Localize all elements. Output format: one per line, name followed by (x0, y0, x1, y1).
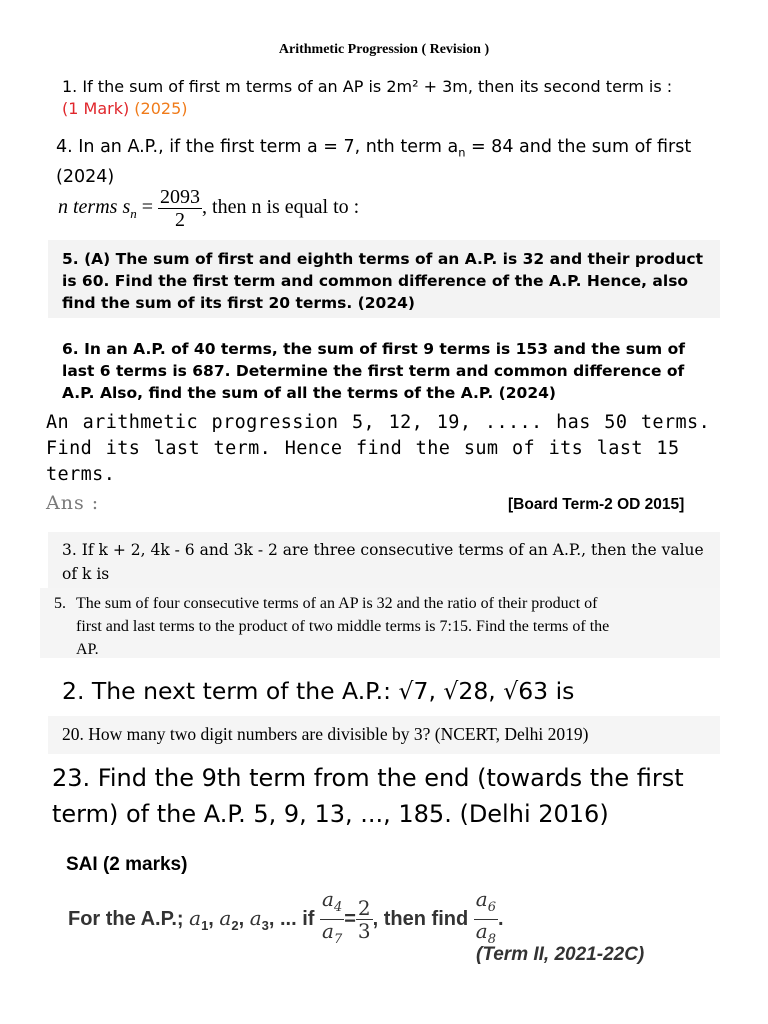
question-1-text: 1. If the sum of first m terms of an AP is 2m² + 3m, then its second term is : (62, 77, 673, 96)
expr-start: n terms s (58, 196, 131, 219)
f1-num: a (322, 887, 334, 911)
f1-den-sub: 7 (333, 932, 343, 947)
sai-prefix: For the A.P.; (68, 907, 190, 930)
question-4-text: 4. In an A.P., if the first term a = 7, nth term a (56, 137, 459, 157)
subscript: n (458, 145, 466, 160)
expr-eq: = (136, 196, 159, 219)
f2-den: 3 (357, 919, 371, 943)
expr-end: , then n is equal to : (202, 196, 360, 219)
question-20: 20. How many two digit numbers are divisible by 3? (NCERT, Delhi 2019) (62, 724, 589, 744)
fraction-a6-a8 (474, 888, 498, 951)
question-5b-line2: first and last terms to the product of two middle terms is 7:15. Find the terms of the (76, 618, 610, 635)
sub-1: 1 (201, 917, 209, 933)
f2-num: 2 (357, 896, 371, 920)
sai-question: For the A.P.; $a_1$, $a_2$, $a_3$, ... if $\frac{a_4}{a_7}$ = $\frac{2}{3}$ , then find $\frac{a_6}{a_8}$ . (68, 888, 748, 951)
fraction-2-3 (356, 897, 373, 942)
f1-den: a (322, 919, 334, 943)
f3-den-sub: 8 (487, 932, 496, 947)
board-label: [Board Term-2 OD 2015] (508, 496, 685, 513)
then-text: , then find (372, 907, 474, 930)
question-4-text-end: = 84 and the sum of first (465, 137, 692, 157)
question-6: 6. In an A.P. of 40 terms, the sum of first 9 terms is 153 and the sum of last 6 terms is 687. Determine the first term and common difference of A.P. Also, find the sum of all the terms of the A.P. (2024) (62, 340, 685, 402)
question-4-expression (58, 186, 518, 231)
fraction-a4-a7 (320, 888, 344, 951)
equals-sign: = (344, 907, 356, 930)
f3-den: a (475, 919, 488, 943)
term-a3: a (249, 905, 262, 930)
question-4-year: (2024) (56, 166, 115, 187)
section-heading: SAI (2 marks) (66, 854, 188, 875)
answer-label: Ans : (46, 492, 100, 514)
question-1 (62, 76, 752, 120)
question-5: 5. (A) The sum of first and eighth terms of an A.P. is 32 and their product is 60. Find the first term and common difference of the A.P. Hence, also find the sum of its first 20 terms. (2024) (62, 250, 703, 312)
arith-question: An arithmetic progression 5, 12, 19, ..... has 50 terms. Find its last term. Hence find the sum of its last 15 terms. (46, 412, 711, 485)
f1-num-sub: 4 (333, 900, 343, 915)
question-number: 5. (54, 595, 66, 612)
term-a1: a (189, 905, 202, 930)
seq-tail: , ... if (268, 907, 321, 930)
f3-num-sub: 6 (487, 900, 496, 915)
page-title: Arithmetic Progression ( Revision ) (278, 42, 490, 57)
fraction (158, 186, 202, 231)
question-3: 3. If k + 2, 4k - 6 and 3k - 2 are three consecutive terms of an A.P., then the value of k is (62, 541, 704, 583)
fraction-numerator: 2093 (160, 186, 201, 208)
sub-2: 2 (231, 917, 239, 933)
year-label: (2025) (134, 99, 188, 118)
question-2: 2. The next term of the A.P.: √7, √28, √63 is (62, 677, 575, 705)
end-dot: . (497, 907, 504, 930)
fraction-denominator: 2 (175, 209, 186, 231)
question-5b-line3: AP. (76, 641, 99, 658)
question-23: 23. Find the 9th term from the end (towards the first term) of the A.P. 5, 9, 13, ..., 185. (Delhi 2016) (52, 764, 684, 828)
question-4 (56, 135, 746, 189)
term-label: (Term II, 2021-22C) (476, 944, 645, 965)
question-5b (54, 592, 714, 661)
sub-3: 3 (261, 917, 269, 933)
expr-sub: n (130, 206, 137, 222)
question-5b-line1: The sum of four consecutive terms of an AP is 32 and the ratio of their product of (76, 595, 598, 612)
mark-label: (1 Mark) (62, 99, 130, 118)
f3-num: a (475, 887, 488, 911)
term-a2: a (219, 905, 232, 930)
